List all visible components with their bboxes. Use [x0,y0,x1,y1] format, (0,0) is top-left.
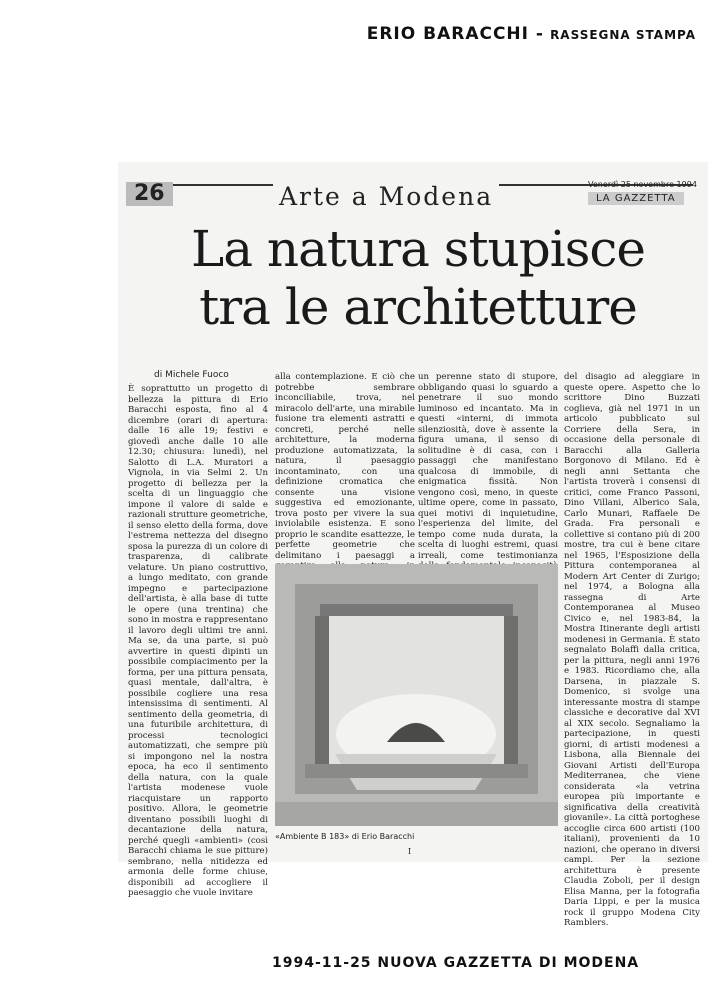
page-number: 26 [126,182,173,206]
section-title: Arte a Modena [273,182,499,211]
headline-line-1: La natura stupisce [190,220,646,278]
artwork-photo [275,564,558,826]
article-column-1: È soprattutto un progetto di bellezza la pittura di Erio Baracchi esposta, fino al 4 dicembre (orari di apertura: dalle 16 alle 19; festivi e giovedì anche dalle 10 alle 12.30; chiusura: lunedì), nel Salotto di L.A. Muratori a Vignola, in via Selmi 2. Un progetto di bellezza per la scelta di un linguaggio che impone il valore di salde e razionali strutture geometriche, il senso eletto della forma, dove l'estrema nettezza del disegno sposa la purezza di un colore di trasparenza, di calibrate velature. Un piano costruttivo, a lungo meditato, con grande impegno e partecipazione dell'artista, è alla base di tutte le opere (una trentina) che sono in mostra e rappresentano il lavoro degli ultimi tre anni. Ma se, da una parte, si può avvertire in questi dipinti un possibile compiacimento per la forma, per una pittura pensata, quasi mentale, dall'altra, è possibile cogliere una resa intensissima di sentimenti. Al sentimento della geometria, di una futuribile architettura, di processi tecnologici automatizzati, che sempre più si impongono nel la nostra epoca, ha eco il sentimento della natura, con la quale l'artista modenese vuole riacquistare un rapporto positivo. Allora, le geometrie diventano possibili luoghi di decantazione della natura, perché quegli «ambienti» (così Baracchi chiama le sue pitture) sembrano, nella nitidezza ed armonia delle forme chiuse, disponibili ad accogliere il paesaggio che vuole invitare [128,384,268,898]
headline [138,220,698,336]
article-column-4: del disagio ad aleggiare in queste opere. Aspetto che lo scrittore Dino Buzzati coglieva, già nel 1971 in un articolo pubblicato sul Corriere della Sera, in occasione della personale di Baracchi alla Galleria Borgonovo di Milano. Ed è negli anni Settanta che l'artista troverà i consensi di critici, come Franco Passoni, Dino Villani, Alberico Sala, Carlo Munari, Raffaele De Grada. Fra personali e collettive si contano più di 200 mostre, tra cui è bene citare nel 1965, l'Esposizione della Pittura contemporanea al Modern Art Center di Zurigo; nel 1974, a Bologna alla rassegna di Arte Contemporanea al Museo Civico e, nel 1983-84, la Mostra Itinerante degli artisti modenesi in Germania. È stato segnalato Bolaffi dalla critica, per la pittura, negli anni 1976 e 1983. Ricordiamo che, alla Darsena, in piazzale S. Domenico, si svolge una interessante mostra di stampe classiche e decorative dal XVI al XIX secolo. Segnaliamo la partecipazione, in questi giorni, di artisti modenesi a Lisbona, alla Biennale dei Giovani Artisti dell'Europa Mediterranea, che viene considerata «la vetrina europea più importante e significativa della creatività giovanile». La città portoghese accoglie circa 600 artisti (100 italiani), provenienti da 10 nazioni, che operano in diversi campi. Per la sezione architettura è presente Claudia Zoboli, per il design Elisa Manna, per la fotografia Daria Lippi, e per la musica rock il gruppo Modena City Ramblers. [564,372,700,928]
headline-line-2: tra le architetture [199,278,637,336]
page-footer: 1994-11-25 NUOVA GAZZETTA DI MODENA [272,955,640,971]
header-name: ERIO BARACCHI - [366,24,544,44]
artwork-illustration [275,564,558,826]
dateline: Venerdì 25 novembre 1994 [588,180,697,189]
header-subtitle: RASSEGNA STAMPA [550,28,696,42]
article-column-2: alla contemplazione. E ciò che potrebbe sembrare inconciliabile, trova, nel miracolo dell'arte, una mirabile fusione tra elementi astratti e concreti, perché nelle architetture, la moderna produzione automatizzata, la natura, il paesaggio incontaminato, con una definizione cromatica che consente una visione suggestiva ed emozionante, trova posto per vivere la sua inviolabile esistenza. E sono proprio le scandite esattezze, le perfette geometrie che delimitano i paesaggi a [275,372,415,561]
newspaper-clipping [118,162,708,928]
byline: di Michele Fuoco [154,370,229,380]
photo-caption: «Ambiente B 183» di Erio Baracchi [275,832,415,841]
newspaper-name: LA GAZZETTA [588,192,684,205]
article-column-3: un perenne stato di stupore, obbligando quasi lo sguardo a penetrare il suo mondo luminoso ed incantato. Ma in questi «interni, di immota silenziosità, dove è assente la figura umana, il senso di solitudine è di casa, con i passaggi che manifestano qualcosa di immobile, di enigmatica fissità. Non vengono così, meno, in queste ultime opere, come in passato, quei motivi di inquietudine, l'esperienza del limite, del tempo come nuda durata, la scelta di luoghi estremi, quasi irreali, come testimonianza [418,372,558,561]
folio-mark: I [408,847,412,856]
page-header [367,24,696,44]
